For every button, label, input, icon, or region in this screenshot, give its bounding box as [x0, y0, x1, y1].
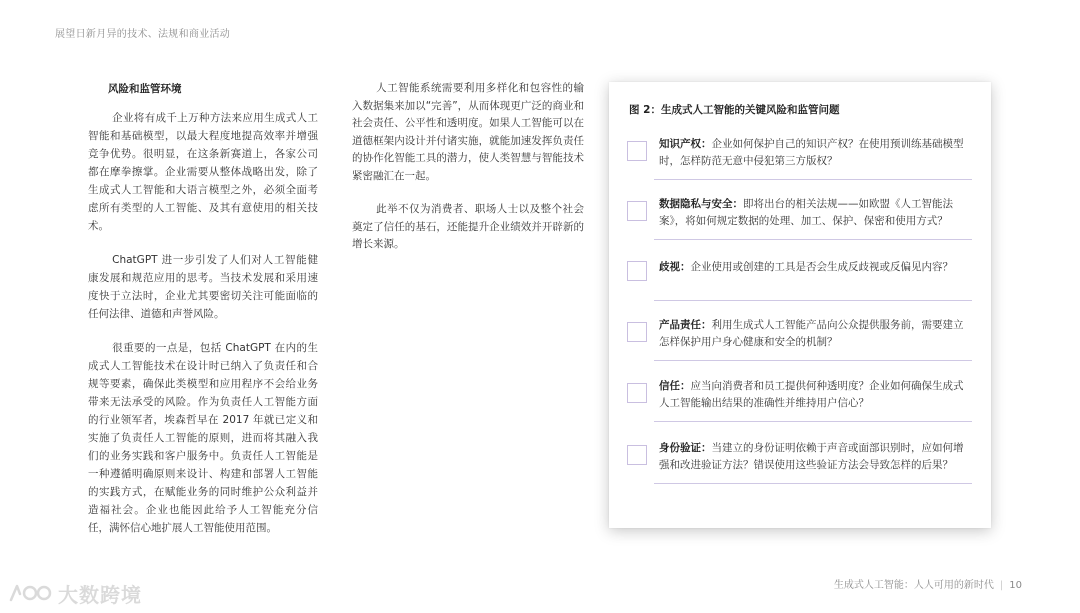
- paragraph: ChatGPT 进一步引发了人们对人工智能健康发展和规范应用的思考。当技术发展和采用速度快于立法时，企业尤其要密切关注可能面临的任何法律、道德和声誉风险。: [88, 254, 318, 320]
- item-label: 歧视：: [659, 261, 691, 273]
- footer-separator: |: [999, 580, 1004, 591]
- checkbox-icon: [627, 201, 647, 221]
- divider: [654, 239, 972, 240]
- checkbox-icon: [627, 383, 647, 403]
- item-text: 利用生成式人工智能产品向公众提供服务前，需要建立怎样保护用户身心健康和安全的机制？: [659, 319, 964, 348]
- footer-title: 生成式人工智能：人人可用的新时代: [833, 580, 994, 591]
- section-heading: 风险和监管环境: [108, 83, 182, 95]
- item-text: 即将出台的相关法规——如欧盟《人工智能法案》，将如何规定数据的处理、加工、保护、保密和使用方式？: [659, 198, 953, 227]
- divider: [654, 300, 972, 301]
- watermark-logo-icon: [8, 580, 54, 606]
- checkbox-icon: [627, 322, 647, 342]
- page-number: 10: [1009, 580, 1022, 591]
- item-label: 信任：: [659, 380, 691, 392]
- paragraph: 人工智能系统需要利用多样化和包容性的输入数据集来加以“完善”，从而体现更广泛的商业和社会责任、公平性和透明度。如果人工智能可以在道德框架内设计并付诸实施，就能加速发挥负责任的协作化智能工具的潜力，使人类智慧与智能技术紧密融汇在一起。: [352, 82, 584, 182]
- watermark: [8, 578, 142, 608]
- watermark-text: 大数跨境: [58, 582, 142, 607]
- divider: [654, 421, 972, 422]
- item-label: 数据隐私与安全：: [659, 198, 743, 210]
- divider: [654, 179, 972, 180]
- divider: [654, 360, 972, 361]
- item-label: 知识产权：: [659, 138, 712, 150]
- item-text: 企业使用或创建的工具是否会生成反歧视或反偏见内容？: [690, 261, 953, 273]
- item-label: 产品责任：: [659, 319, 712, 331]
- item-text: 企业如何保护自己的知识产权？在使用预训练基础模型时，怎样防范无意中侵犯第三方版权？: [659, 138, 964, 167]
- middle-column: [352, 80, 584, 270]
- checkbox-icon: [627, 261, 647, 281]
- item-text: 应当向消费者和员工提供何种透明度？企业如何确保生成式人工智能输出结果的准确性并维持用户信心？: [659, 380, 964, 409]
- paragraph: 此举不仅为消费者、职场人士以及整个社会奠定了信任的基石，还能提升企业绩效并开辟新的增长来源。: [352, 203, 584, 250]
- paragraph: 企业将有成千上万种方法来应用生成式人工智能和基础模型，以最大程度地提高效率并增强竞争优势。很明显，在这条新赛道上，各家公司都在摩拳擦掌。企业需要从整体战略出发，除了生成式人工智能和大语言模型之外，必须全面考虑所有类型的人工智能、及其有意使用的相关技术。: [88, 112, 318, 232]
- figure-card: [609, 82, 991, 528]
- item-label: 身份验证：: [659, 442, 712, 454]
- divider: [654, 483, 972, 484]
- page-footer: [834, 576, 1022, 591]
- checkbox-icon: [627, 445, 647, 465]
- checkbox-icon: [627, 141, 647, 161]
- left-column: [88, 80, 318, 553]
- figure-title: 图 2：生成式人工智能的关键风险和监管问题: [629, 104, 840, 116]
- paragraph: 很重要的一点是，包括 ChatGPT 在内的生成式人工智能技术在设计时已纳入了负责任和合规等要素，确保此类模型和应用程序不会给业务带来无法承受的风险。作为负责任人工智能方面的行业领军者，埃森哲早在 2017 年就已定义和实施了负责任人工智能的原则，进而将其融入我们的业务实践和客户服务中。负责任人工智能是一种遵循明确原则来设计、构建和部署人工智能的实践方式，在赋能业务的同时维护公众利益并造福社会。企业也能因此给予人工智能充分信任，满怀信心地扩展人工智能使用范围。: [88, 342, 318, 534]
- page-header: 展望日新月异的技术、法规和商业活动: [55, 29, 231, 40]
- item-text: 当建立的身份证明依赖于声音或面部识别时，应如何增强和改进验证方法？错误使用这些验证方法会导致怎样的后果？: [659, 442, 964, 471]
